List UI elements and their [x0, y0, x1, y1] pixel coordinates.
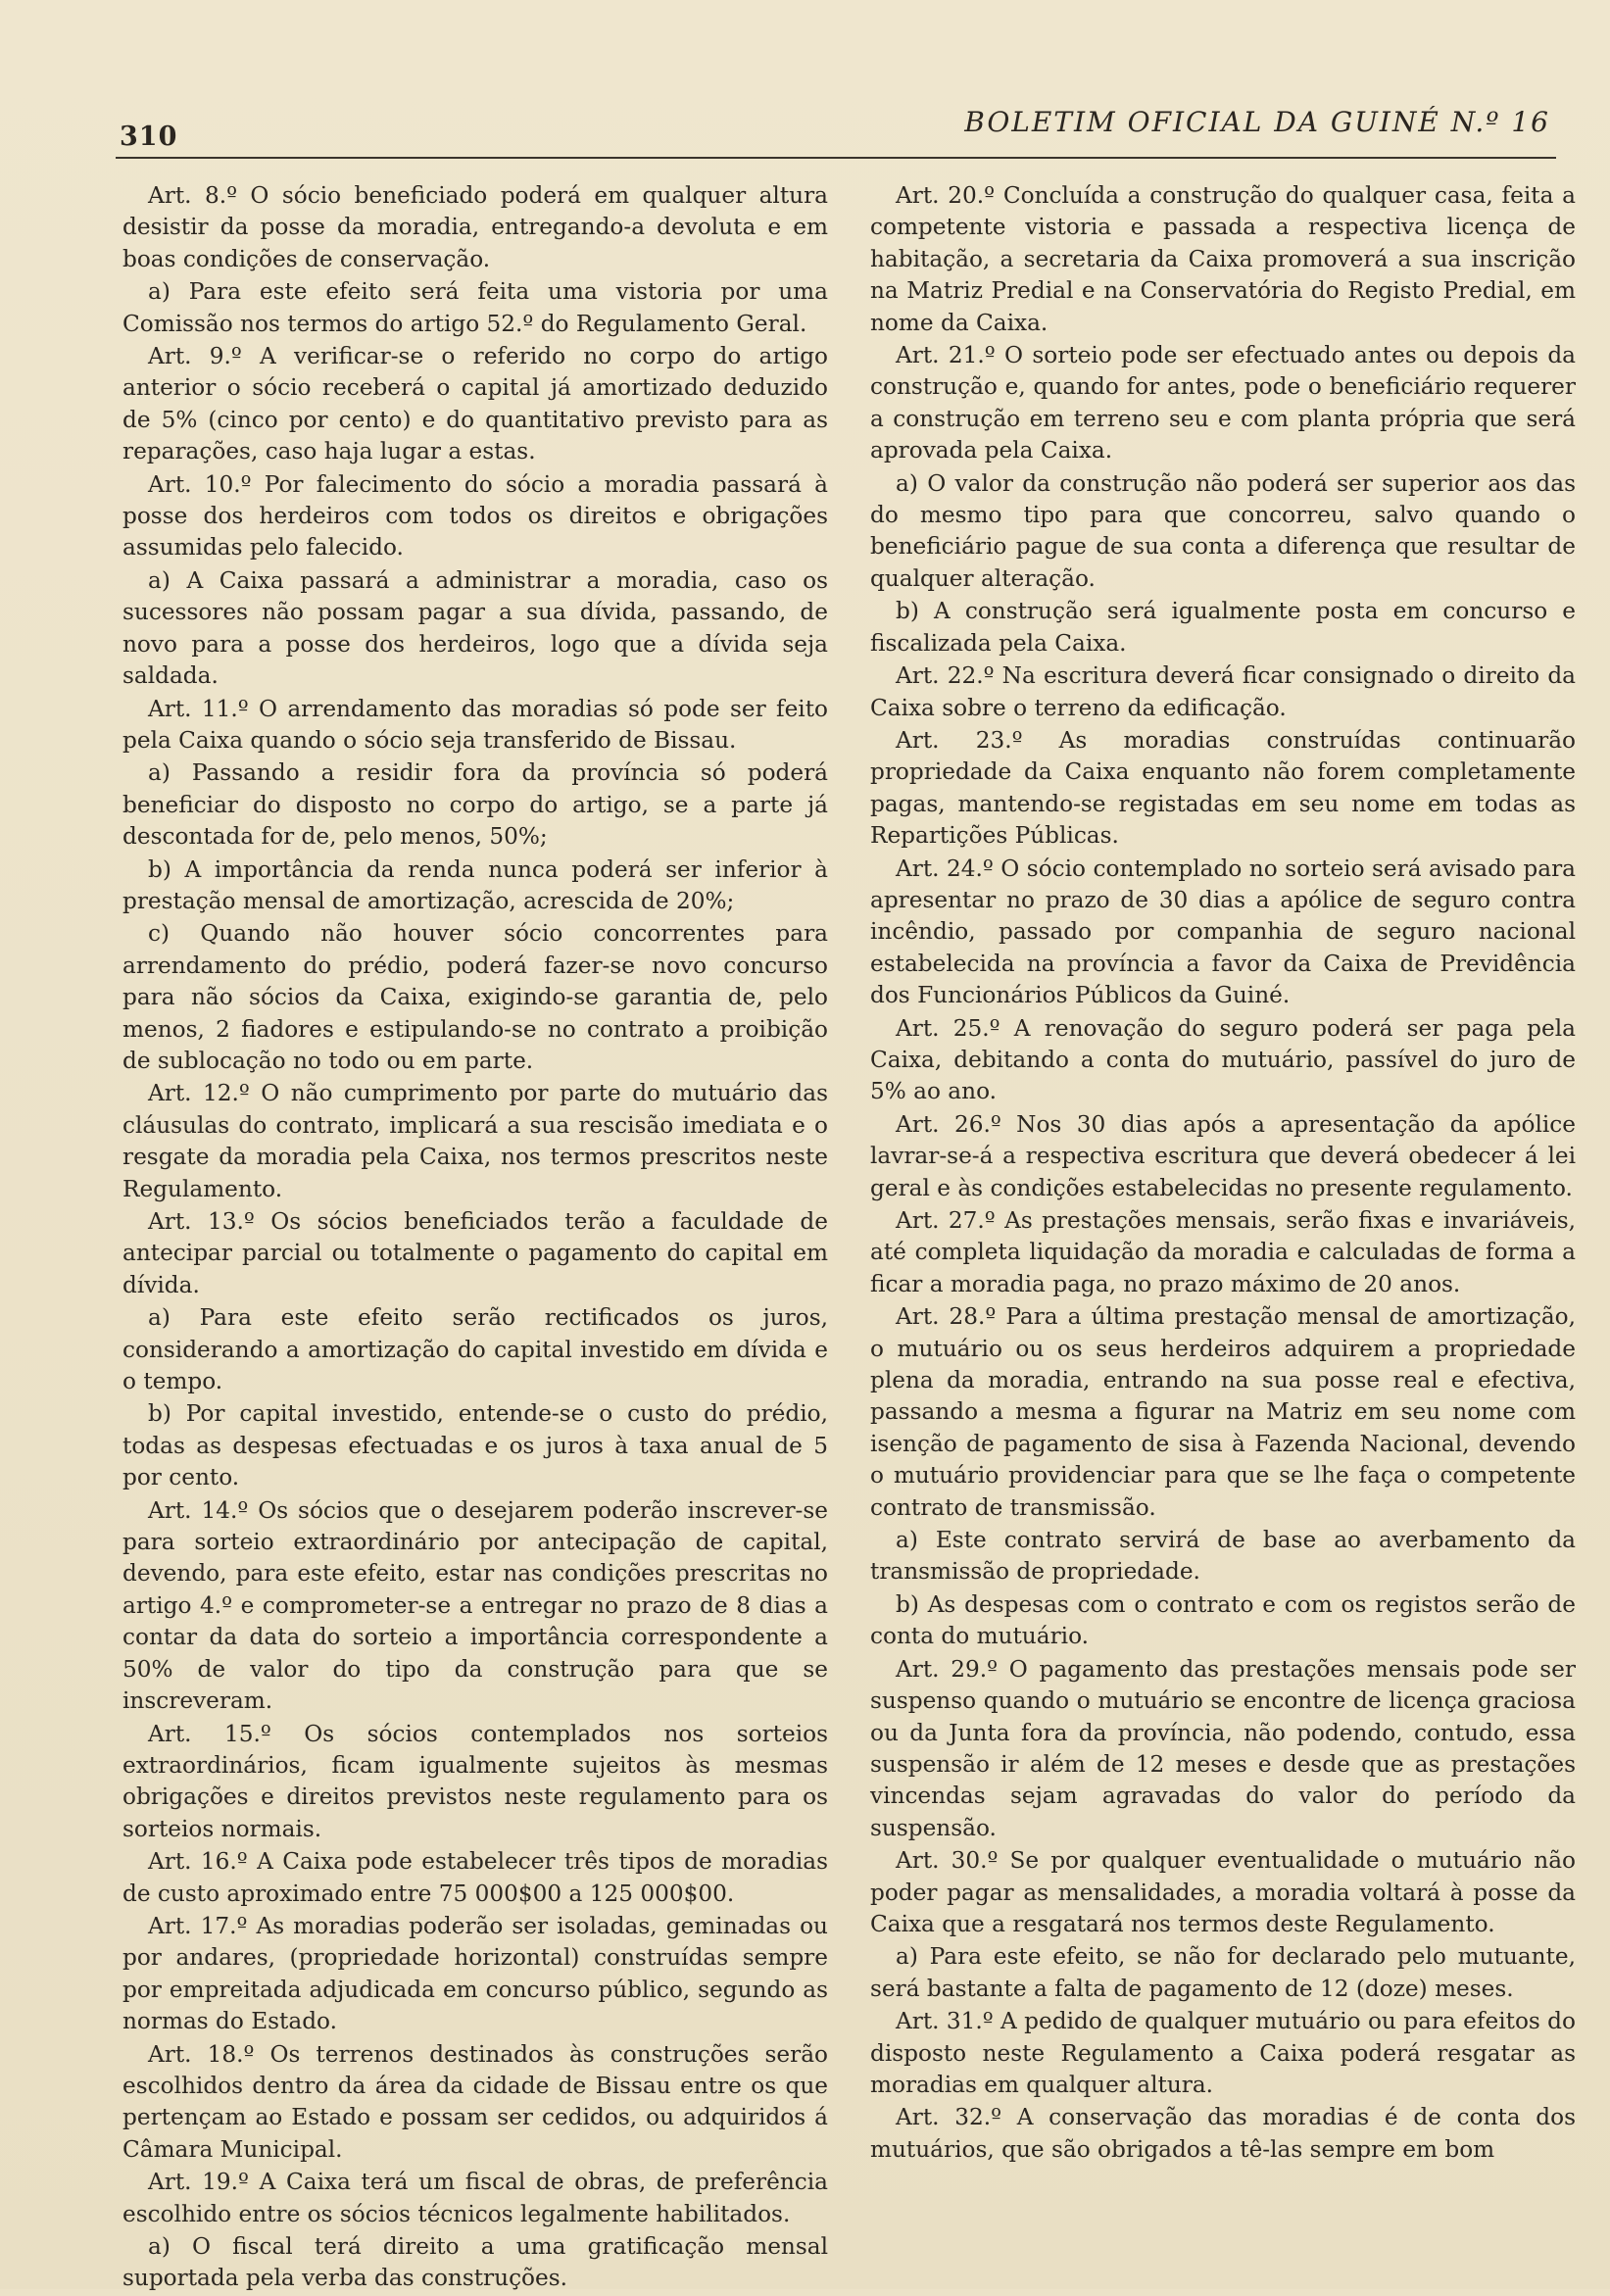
article-paragraph: b) A importância da renda nunca poderá ser inferior à prestação mensal de amortização, acrescida de 20%; — [122, 855, 828, 914]
article-paragraph: Art. 30.º Se por qualquer eventualidade o mutuário não poder pagar as mensalidades, a moradia voltará à posse da Caixa que a resgatará nos termos deste Regulamento. — [870, 1847, 1576, 1937]
article-paragraph: a) Para este efeito serão rectificados os juros, considerando a amortização do capital investido em dívida e o tempo. — [122, 1304, 828, 1395]
page-header — [116, 98, 1556, 159]
article-paragraph: Art. 18.º Os terrenos destinados às construções serão escolhidos dentro da área da cidade de Bissau entre os que pertençam ao Estado e possam ser cedidos, ou adquiridos á Câmara Municipal. — [122, 2040, 828, 2163]
article-paragraph: a) O fiscal terá direito a uma gratificação mensal suportada pela verba das construções. — [122, 2233, 828, 2292]
article-paragraph: Art. 27.º As prestações mensais, serão fixas e invariáveis, até completa liquidação da moradia e calculadas de forma a ficar a moradia paga, no prazo máximo de 20 anos. — [870, 1207, 1576, 1297]
article-paragraph: Art. 23.º As moradias construídas continuarão propriedade da Caixa enquanto não forem completamente pagas, mantendo-se registadas em seu nome em todas as Repartições Públicas. — [870, 726, 1576, 850]
left-column — [122, 180, 828, 2296]
article-paragraph: Art. 8.º O sócio beneficiado poderá em qualquer altura desistir da posse da moradia, entregando-a devoluta e em boas condições de conservação. — [122, 182, 828, 272]
article-paragraph: Art. 32.º A conservação das moradias é de conta dos mutuários, que são obrigados a tê-las sempre em bom — [870, 2104, 1576, 2163]
right-column — [870, 180, 1576, 2167]
article-paragraph: Art. 19.º A Caixa terá um fiscal de obras, de preferência escolhido entre os sócios técnicos legalmente habilitados. — [122, 2169, 828, 2227]
article-paragraph: a) Passando a residir fora da província só poderá beneficiar do disposto no corpo do artigo, se a parte já descontada for de, pelo menos, 50%; — [122, 759, 828, 851]
article-paragraph: Art. 25.º A renovação do seguro poderá ser paga pela Caixa, debitando a conta do mutuário, passível do juro de 5% ao ano. — [870, 1014, 1576, 1105]
journal-title: BOLETIM OFICIAL DA GUINÉ N.º 16 — [964, 106, 1550, 138]
article-paragraph: Art. 22.º Na escritura deverá ficar consignado o direito da Caixa sobre o terreno da edificação. — [870, 662, 1576, 721]
article-paragraph: a) Este contrato servirá de base ao averbamento da transmissão de propriedade. — [870, 1527, 1576, 1586]
page-number: 310 — [120, 122, 178, 152]
article-paragraph: Art. 28.º Para a última prestação mensal de amortização, o mutuário ou os seus herdeiros adquirem a propriedade plena da moradia, entrando na sua posse real e efectiva, passando a mesma a figurar na Matriz em seu nome com isenção de pagamento de sisa à Fazenda Nacional, devendo o mutuário providenciar para que se lhe faça o competente contrato de transmissão. — [870, 1303, 1576, 1521]
article-paragraph: Art. 31.º A pedido de qualquer mutuário ou para efeitos do disposto neste Regulamento a Caixa poderá resgatar as moradias em qualquer altura. — [870, 2008, 1576, 2098]
article-paragraph: Art. 10.º Por falecimento do sócio a moradia passará à posse dos herdeiros com todos os direitos e obrigações assumidas pelo falecido. — [122, 470, 828, 562]
article-paragraph: b) As despesas com o contrato e com os registos serão de conta do mutuário. — [870, 1590, 1576, 1650]
article-paragraph: Art. 14.º Os sócios que o desejarem poderão inscrever-se para sorteio extraordinário por antecipação de capital, devendo, para este efeito, estar nas condições prescritas no artigo 4.º e comprometer-se a entregar no prazo de 8 dias a contar da data do sorteio a importância correspondente a 50% de valor do tipo da construção para que se inscreveram. — [122, 1496, 828, 1715]
article-paragraph: Art. 11.º O arrendamento das moradias só pode ser feito pela Caixa quando o sócio seja transferido de Bissau. — [122, 695, 828, 754]
article-paragraph: a) A Caixa passará a administrar a moradia, caso os sucessores não possam pagar a sua dívida, passando, de novo para a posse dos herdeiros, logo que a dívida seja saldada. — [122, 566, 828, 690]
article-paragraph: Art. 16.º A Caixa pode estabelecer três tipos de moradias de custo aproximado entre 75 000$00 a 125 000$00. — [122, 1848, 828, 1907]
article-paragraph: Art. 26.º Nos 30 dias após a apresentação da apólice lavrar-se-á a respectiva escritura que deverá obedecer á lei geral e às condições estabelecidas no presente regulamento. — [870, 1110, 1576, 1201]
article-paragraph: Art. 13.º Os sócios beneficiados terão a faculdade de antecipar parcial ou totalmente o pagamento do capital em dívida. — [122, 1208, 828, 1298]
article-paragraph: Art. 29.º O pagamento das prestações mensais pode ser suspenso quando o mutuário se encontre de licença graciosa ou da Junta fora da província, não podendo, contudo, essa suspensão ir além de 12 meses e desde que as prestações vincendas sejam agravadas do valor do período da suspensão. — [870, 1655, 1576, 1841]
article-paragraph: a) Para este efeito será feita uma vistoria por uma Comissão nos termos do artigo 52.º do Regulamento Geral. — [122, 278, 828, 337]
article-paragraph: Art. 15.º Os sócios contemplados nos sorteios extraordinários, ficam igualmente sujeitos às mesmas obrigações e direitos previstos neste regulamento para os sorteios normais. — [122, 1720, 828, 1842]
article-paragraph: Art. 20.º Concluída a construção do qualquer casa, feita a competente vistoria e passada a respectiva licença de habitação, a secretaria da Caixa promoverá a sua inscrição na Matriz Predial e na Conservatória do Registo Predial, em nome da Caixa. — [870, 182, 1576, 336]
article-paragraph: a) Para este efeito, se não for declarado pelo mutuante, será bastante a falta de pagamento de 12 (doze) meses. — [870, 1943, 1576, 2002]
article-paragraph: Art. 17.º As moradias poderão ser isoladas, geminadas ou por andares, (propriedade horizontal) construídas sempre por empreitada adjudicada em concurso público, segundo as normas do Estado. — [122, 1912, 828, 2035]
article-paragraph: Art. 21.º O sorteio pode ser efectuado antes ou depois da construção e, quando for antes, pode o beneficiário requerer a construção em terreno seu e com planta própria que será aprovada pela Caixa. — [870, 342, 1576, 464]
article-paragraph: Art. 12.º O não cumprimento por parte do mutuário das cláusulas do contrato, implicará a sua rescisão imediata e o resgate da moradia pela Caixa, nos termos prescritos neste Regulamento. — [122, 1080, 828, 1202]
article-paragraph: a) O valor da construção não poderá ser superior aos das do mesmo tipo para que concorreu, salvo quando o beneficiário pague de sua conta a diferença que resultar de qualquer alteração. — [870, 469, 1576, 592]
article-paragraph: Art. 9.º A verificar-se o referido no corpo do artigo anterior o sócio receberá o capital já amortizado deduzido de 5% (cinco por cento) e do quantitativo previsto para as reparações, caso haja lugar a estas. — [122, 343, 828, 465]
article-paragraph: b) Por capital investido, entende-se o custo do prédio, todas as despesas efectuadas e os juros à taxa anual de 5 por cento. — [122, 1400, 828, 1491]
article-paragraph: c) Quando não houver sócio concorrentes para arrendamento do prédio, poderá fazer-se novo concurso para não sócios da Caixa, exigindo-se garantia de, pelo menos, 2 fiadores e estipulando-se no contrato a proibição de sublocação no todo ou em parte. — [122, 920, 828, 1074]
article-paragraph: b) A construção será igualmente posta em concurso e fiscalizada pela Caixa. — [870, 598, 1576, 657]
article-paragraph: Art. 24.º O sócio contemplado no sorteio será avisado para apresentar no prazo de 30 dias a apólice de seguro contra incêndio, passado por companhia de seguro nacional estabelecida na província a favor da Caixa de Previdência dos Funcionários Públicos da Guiné. — [870, 855, 1576, 1009]
